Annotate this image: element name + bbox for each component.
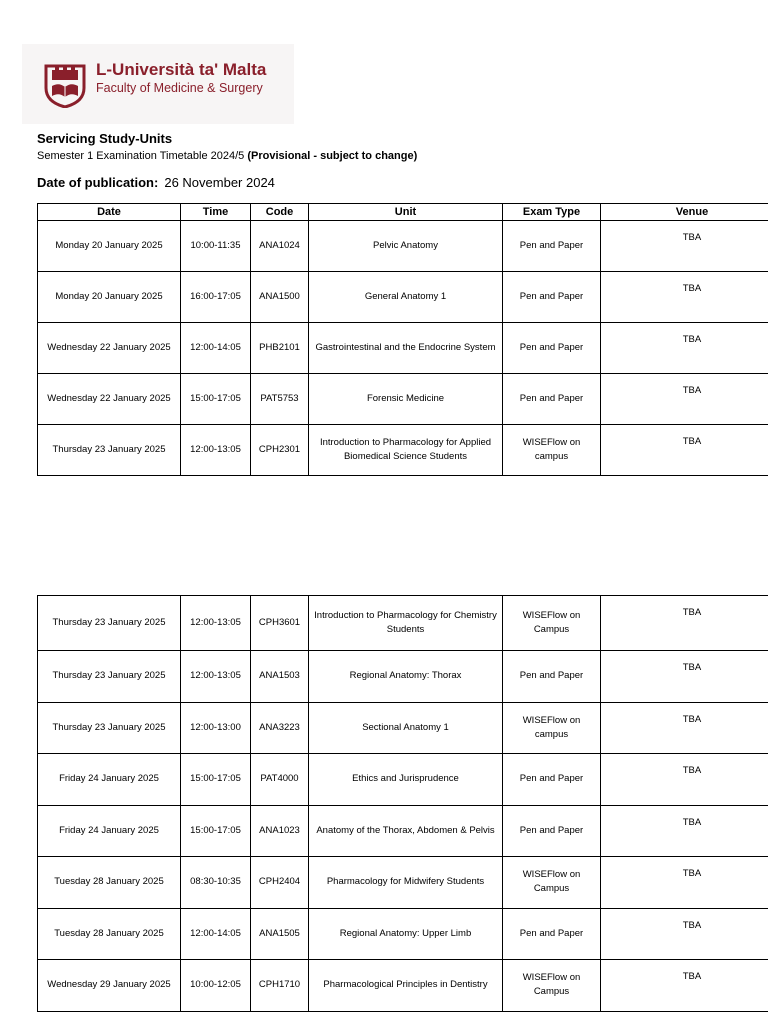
column-header-code: Code [251,204,309,221]
exam-time-cell: 15:00-17:05 [181,805,251,857]
unit-name-cell: Gastrointestinal and the Endocrine System [309,323,503,374]
exam-time-cell: 10:00-12:05 [181,960,251,1012]
exam-type-cell: Pen and Paper [503,323,601,374]
exam-time-cell: 12:00-14:05 [181,323,251,374]
column-header-date: Date [38,204,181,221]
unit-code-cell: ANA1024 [251,221,309,272]
unit-name-cell: Forensic Medicine [309,374,503,425]
table-row [38,805,768,857]
document-subtitle [37,150,417,162]
unit-code-cell: ANA1500 [251,272,309,323]
venue-cell: TBA [601,805,768,857]
unit-code-cell: CPH2404 [251,857,309,909]
publication-line [37,175,275,190]
exam-date-cell: Friday 24 January 2025 [38,805,181,857]
table-row [38,323,768,374]
unit-code-cell: ANA1505 [251,908,309,960]
exam-type-cell: Pen and Paper [503,754,601,806]
venue-cell: TBA [601,960,768,1012]
exam-date-cell: Thursday 23 January 2025 [38,702,181,754]
exam-type-cell: Pen and Paper [503,272,601,323]
timetable-table-page-1 [37,203,768,476]
venue-cell: TBA [601,425,768,476]
exam-time-cell: 12:00-13:00 [181,702,251,754]
provisional-note: (Provisional - subject to change) [247,150,418,162]
exam-type-cell: Pen and Paper [503,374,601,425]
document-title: Servicing Study-Units [37,131,173,146]
exam-time-cell: 16:00-17:05 [181,272,251,323]
university-crest-icon [42,60,88,108]
exam-time-cell: 12:00-13:05 [181,596,251,651]
unit-name-cell: Anatomy of the Thorax, Abdomen & Pelvis [309,805,503,857]
table-row [38,960,768,1012]
university-logo [22,44,294,124]
venue-cell: TBA [601,908,768,960]
unit-code-cell: ANA1503 [251,651,309,703]
venue-cell: TBA [601,374,768,425]
table-row [38,272,768,323]
publication-date: 26 November 2024 [164,175,275,190]
exam-time-cell: 08:30-10:35 [181,857,251,909]
table-row [38,908,768,960]
exam-date-cell: Thursday 23 January 2025 [38,596,181,651]
unit-name-cell: Pelvic Anatomy [309,221,503,272]
unit-code-cell: PAT5753 [251,374,309,425]
table-row [38,374,768,425]
table-row [38,221,768,272]
venue-cell: TBA [601,323,768,374]
exam-date-cell: Wednesday 22 January 2025 [38,374,181,425]
exam-date-cell: Friday 24 January 2025 [38,754,181,806]
exam-date-cell: Thursday 23 January 2025 [38,651,181,703]
column-header-exam-type: Exam Type [503,204,601,221]
exam-date-cell: Monday 20 January 2025 [38,221,181,272]
exam-type-cell: WISEFlow on campus [503,702,601,754]
exam-time-cell: 12:00-13:05 [181,425,251,476]
venue-cell: TBA [601,272,768,323]
table-row [38,857,768,909]
exam-type-cell: WISEFlow on Campus [503,596,601,651]
exam-type-cell: WISEFlow on campus [503,425,601,476]
venue-cell: TBA [601,221,768,272]
venue-cell: TBA [601,754,768,806]
unit-name-cell: General Anatomy 1 [309,272,503,323]
exam-time-cell: 15:00-17:05 [181,754,251,806]
table-row [38,596,768,651]
unit-name-cell: Pharmacological Principles in Dentistry [309,960,503,1012]
exam-date-cell: Tuesday 28 January 2025 [38,908,181,960]
column-header-unit: Unit [309,204,503,221]
exam-date-cell: Thursday 23 January 2025 [38,425,181,476]
unit-code-cell: PHB2101 [251,323,309,374]
exam-type-cell: Pen and Paper [503,805,601,857]
exam-time-cell: 12:00-13:05 [181,651,251,703]
exam-time-cell: 10:00-11:35 [181,221,251,272]
exam-time-cell: 12:00-14:05 [181,908,251,960]
university-name: L-Università ta' Malta [96,60,267,79]
venue-cell: TBA [601,651,768,703]
unit-name-cell: Sectional Anatomy 1 [309,702,503,754]
unit-code-cell: CPH2301 [251,425,309,476]
column-header-time: Time [181,204,251,221]
exam-date-cell: Wednesday 22 January 2025 [38,323,181,374]
exam-date-cell: Tuesday 28 January 2025 [38,857,181,909]
exam-type-cell: Pen and Paper [503,908,601,960]
column-header-venue: Venue [601,204,768,221]
exam-time-cell: 15:00-17:05 [181,374,251,425]
subtitle-text: Semester 1 Examination Timetable 2024/5 [37,150,248,162]
venue-cell: TBA [601,596,768,651]
table-row [38,425,768,476]
unit-code-cell: ANA1023 [251,805,309,857]
timetable-table-page-2 [37,595,768,1012]
unit-code-cell: CPH3601 [251,596,309,651]
unit-code-cell: CPH1710 [251,960,309,1012]
faculty-name: Faculty of Medicine & Surgery [96,81,263,95]
venue-cell: TBA [601,857,768,909]
exam-type-cell: Pen and Paper [503,651,601,703]
unit-code-cell: ANA3223 [251,702,309,754]
venue-cell: TBA [601,702,768,754]
exam-type-cell: Pen and Paper [503,221,601,272]
exam-type-cell: WISEFlow on Campus [503,960,601,1012]
unit-code-cell: PAT4000 [251,754,309,806]
unit-name-cell: Regional Anatomy: Upper Limb [309,908,503,960]
table-row [38,702,768,754]
exam-date-cell: Wednesday 29 January 2025 [38,960,181,1012]
unit-name-cell: Pharmacology for Midwifery Students [309,857,503,909]
unit-name-cell: Regional Anatomy: Thorax [309,651,503,703]
unit-name-cell: Introduction to Pharmacology for Chemistry Students [309,596,503,651]
exam-date-cell: Monday 20 January 2025 [38,272,181,323]
table-row [38,651,768,703]
publication-label: Date of publication: [37,175,159,190]
unit-name-cell: Introduction to Pharmacology for Applied Biomedical Science Students [309,425,503,476]
exam-type-cell: WISEFlow on Campus [503,857,601,909]
unit-name-cell: Ethics and Jurisprudence [309,754,503,806]
table-row [38,754,768,806]
